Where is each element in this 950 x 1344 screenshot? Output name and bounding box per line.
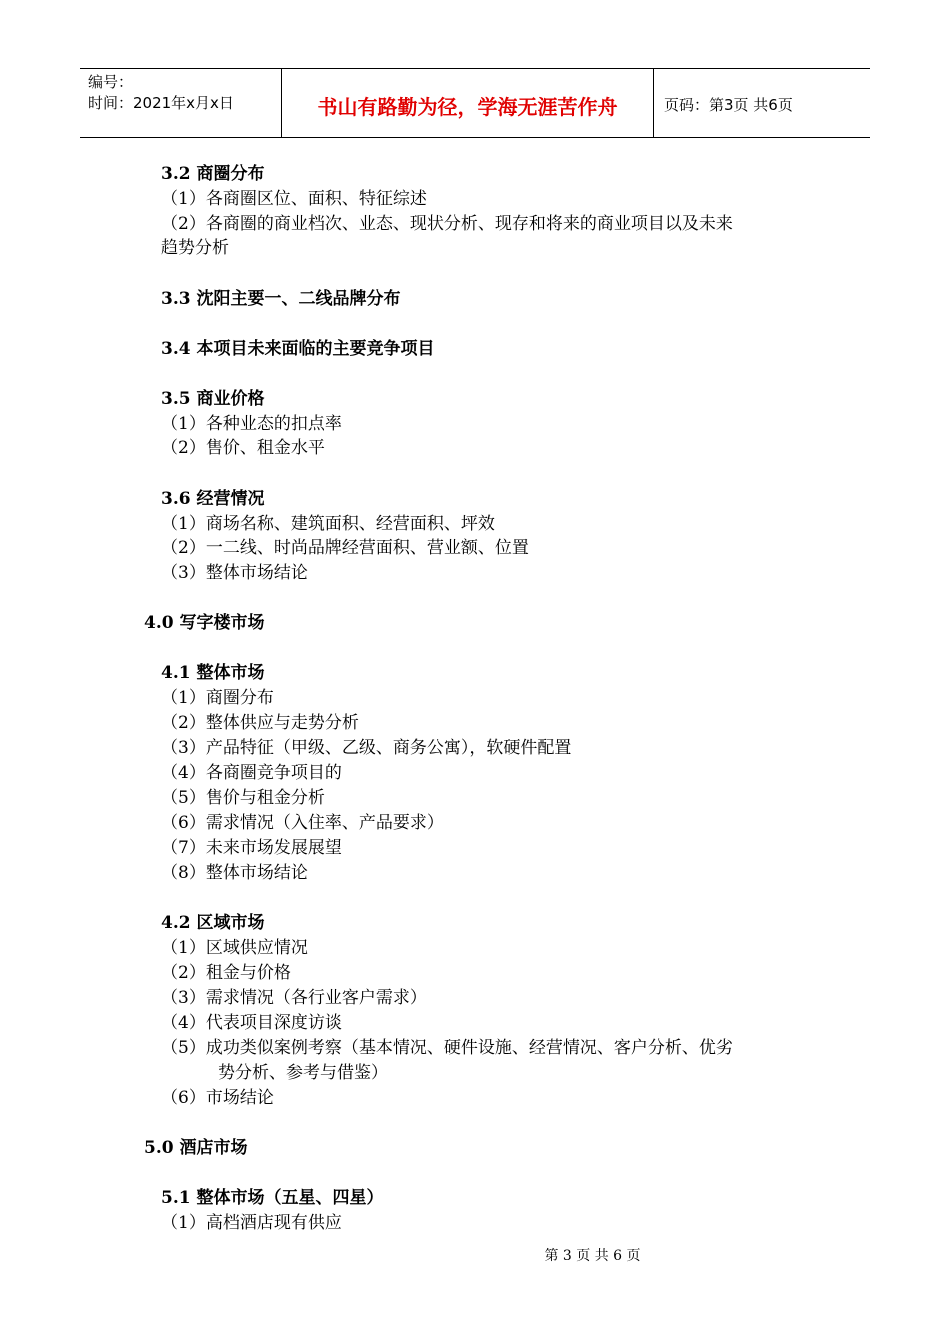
list-item: （3）需求情况（各行业客户需求） — [161, 988, 427, 1008]
document-number-label: 编号： — [88, 73, 134, 91]
list-item: （4）代表项目深度访谈 — [161, 1013, 342, 1033]
list-item: （1）商场名称、建筑面积、经营面积、坪效 — [161, 514, 495, 534]
list-item: （6）需求情况（入住率、产品要求） — [161, 813, 444, 833]
list-item: （4）各商圈竞争项目的 — [161, 763, 342, 783]
list-item: （6）市场结论 — [161, 1088, 274, 1108]
list-item: （2）各商圈的商业档次、业态、现状分析、现存和将来的商业项目以及未来 — [161, 214, 733, 234]
section-heading: 3.3 沈阳主要一、二线品牌分布 — [161, 289, 401, 309]
section-heading: 5.1 整体市场（五星、四星） — [161, 1188, 384, 1208]
list-item: 势分析、参考与借鉴） — [218, 1063, 388, 1083]
section-heading: 4.1 整体市场 — [161, 663, 265, 683]
header-motto: 书山有路勤为径，学海无涯苦作舟 — [282, 69, 654, 137]
list-item: （2）租金与价格 — [161, 963, 291, 983]
list-item: 趋势分析 — [161, 238, 229, 258]
list-item: （7）未来市场发展展望 — [161, 838, 342, 858]
section-heading: 4.0 写字楼市场 — [144, 613, 265, 633]
list-item: （8）整体市场结论 — [161, 863, 308, 883]
list-item: （3）产品特征（甲级、乙级、商务公寓），软硬件配置 — [161, 738, 572, 758]
list-item: （2）一二线、时尚品牌经营面积、营业额、位置 — [161, 538, 529, 558]
header-table — [80, 68, 870, 138]
list-item: （2）售价、租金水平 — [161, 438, 325, 458]
list-item: （1）高档酒店现有供应 — [161, 1213, 342, 1233]
list-item: （3）整体市场结论 — [161, 563, 308, 583]
list-item: （5）成功类似案例考察（基本情况、硬件设施、经营情况、客户分析、优劣 — [161, 1038, 733, 1058]
document-date-label: 时间：2021年x月x日 — [88, 94, 234, 112]
list-item: （1）各商圈区位、面积、特征综述 — [161, 189, 427, 209]
list-item: （2）整体供应与走势分析 — [161, 713, 359, 733]
section-heading: 3.5 商业价格 — [161, 389, 265, 409]
list-item: （1）区域供应情况 — [161, 938, 308, 958]
section-heading: 5.0 酒店市场 — [144, 1138, 248, 1158]
header-page-info: 页码：第3页 共6页 — [664, 95, 793, 114]
section-heading: 4.2 区域市场 — [161, 913, 265, 933]
page-footer: 第 3 页 共 6 页 — [544, 1248, 641, 1264]
list-item: （1）各种业态的扣点率 — [161, 414, 342, 434]
list-item: （1）商圈分布 — [161, 688, 274, 708]
list-item: （5）售价与租金分析 — [161, 788, 325, 808]
section-heading: 3.2 商圈分布 — [161, 164, 265, 184]
header-meta-cell — [80, 69, 282, 137]
section-heading: 3.6 经营情况 — [161, 489, 265, 509]
section-heading: 3.4 本项目未来面临的主要竞争项目 — [161, 339, 435, 359]
